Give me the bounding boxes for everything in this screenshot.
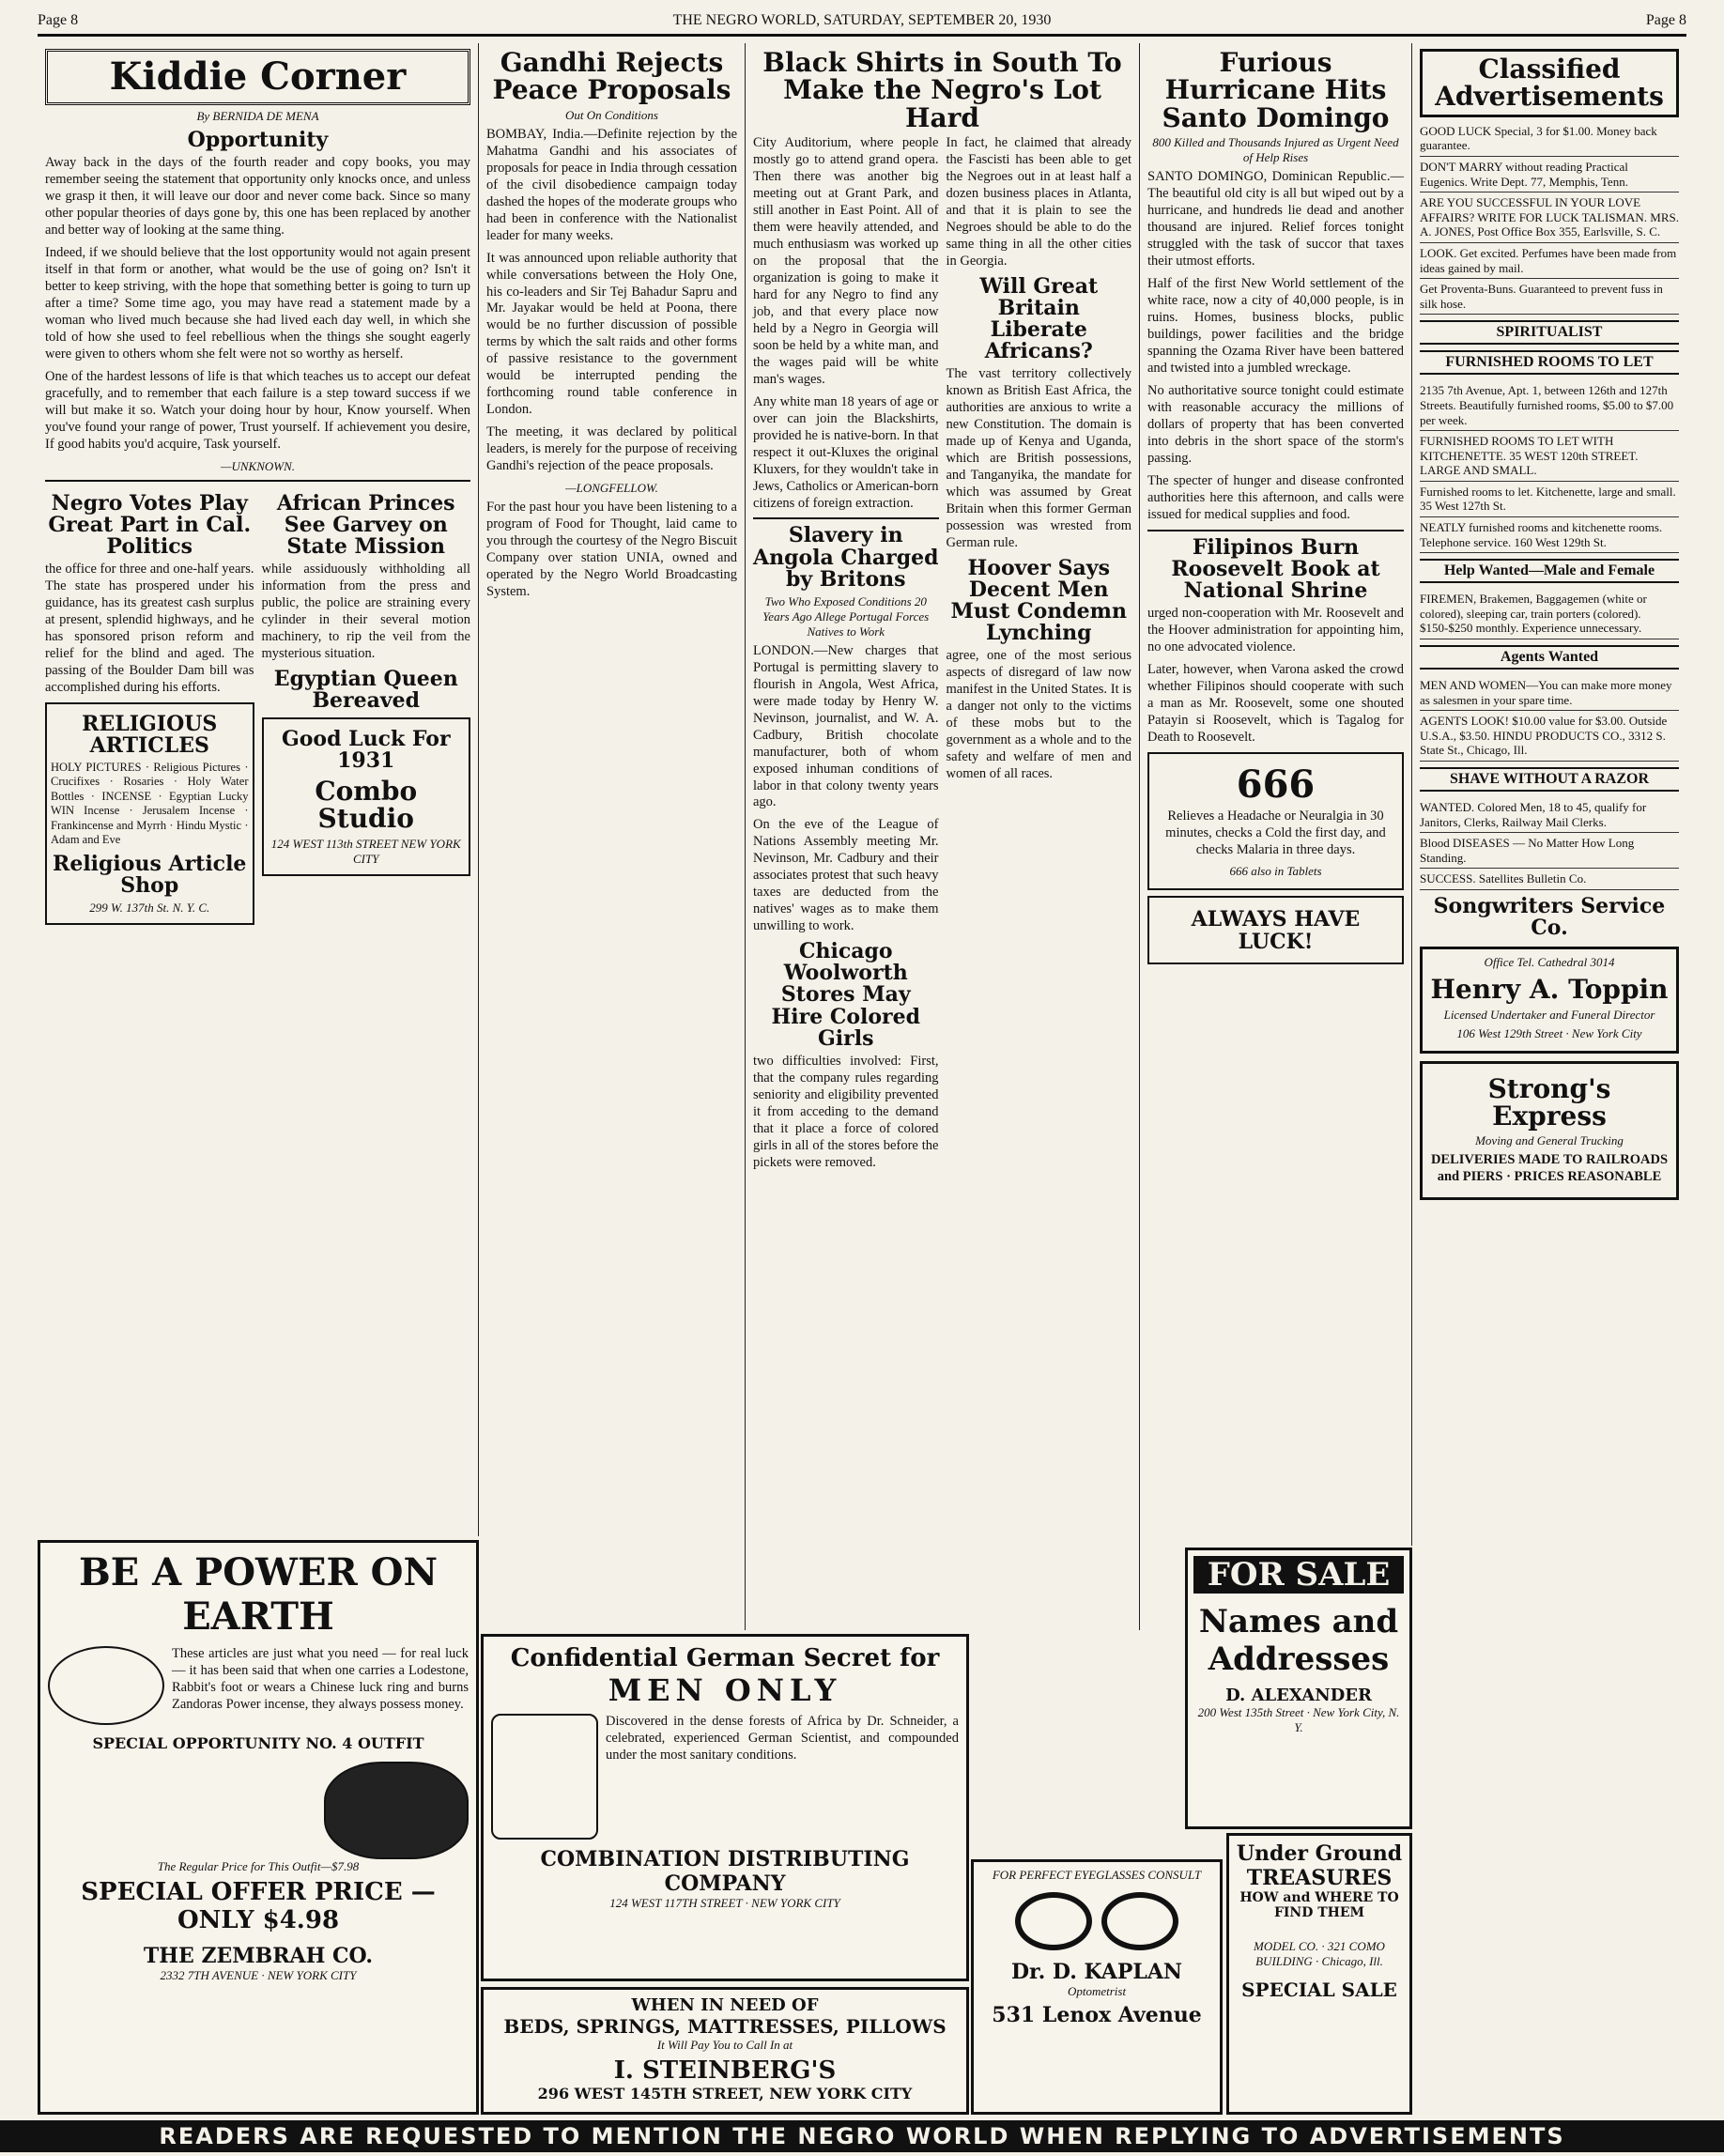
man-portrait-icon [491, 1714, 598, 1840]
longfellow-signature: —LONGFELLOW. [565, 481, 658, 496]
ring-icon [48, 1646, 164, 1725]
slavery-angola-text-2: On the eve of the League of Nations Assembly meeting Mr. Nevinson, Mr. Cadbury and their associates protest that such heavy taxes are deducted from the natives' wages as to make them unwilling to work. [753, 817, 939, 934]
treasure-subtitle: HOW and WHERE TO FIND THEM [1239, 1890, 1399, 1920]
classified-item: SUCCESS. Satellites Bulletin Co. [1420, 869, 1679, 890]
kaplan-name: Dr. D. KAPLAN [1010, 1960, 1183, 1984]
african-princes-text: while assiduously withholding all information from the press and public, the police are straining every cylinder in their several motion machinery, to rip the veil from the mysterious situation. [261, 561, 470, 661]
ad-666-tablets: 666 also in Tablets [1229, 864, 1322, 879]
black-shirts-text-1: City Auditorium, where people mostly go to attend grand opera. Then there was another big meeting out at Grant Park, and still another in East Point. All of them were heavily attended, and much enthusiasm was worked up on the proposal that the organization is going to make it hard for any Negro to find any job, and that every place now held by a Negro in Georgia will soon be held by a white man, and the wages paid will be white man's wages. [753, 135, 939, 387]
combination-address: 124 WEST 117TH STREET · NEW YORK CITY [609, 1896, 840, 1910]
ad-steinberg [481, 1987, 969, 2115]
german-body: Discovered in the dense forests of Africa by Dr. Schneider, a celebrated, experienced German Scientist, and compounded under the most sanitary conditions. [606, 1714, 959, 1763]
religious-articles-heading: RELIGIOUS ARTICLES [82, 711, 218, 758]
great-britain-text: The vast territory collectively known as British East Africa, the authorities are anxious to write a new Constitution. The domain is made up of Kenya and Uganda, which are British possessions, and Tanganyika, the mandate for which was assumed by Great Britain when this former German possession was wrested from German rule. [946, 366, 1131, 550]
negro-votes-text: the office for three and one-half years. The state has prospered under his guidance, has its greatest cash surplus at present, splendid highways, and he has sponsored prison reform and relief for the blind and aged. The passing of the Boulder Dam bill was accomplished during his efforts. [45, 561, 254, 695]
column-black-shirts [746, 43, 1140, 1630]
black-shirts-text-2: Any white man 18 years of age or over can join the Blackshirts, provided he is native-born. In that respect it out-Kluxes the original Kluxers, for they wouldn't take in Jews, Catholics or American-born citizens of foreign extraction. [753, 393, 939, 511]
strong-subtitle: Moving and General Trucking [1475, 1133, 1624, 1148]
slavery-angola-text-1: LONDON.—New charges that Portugal is permitting slavery to flourish in Angola, West Africa, were made today by Henry W. Nevinson, journalist, and W. A. Cadbury, British chocolate manufacturer, both of whom exposed inhuman conditions of labor in that colony twenty years ago. [753, 642, 939, 810]
filipinos-text-1: urged non-cooperation with Mr. Roosevelt and the Hoover administration for appointing him, no one advocated violence. [1147, 605, 1404, 654]
hurricane-text-4: The specter of hunger and disease confronted authorities here this afternoon, and calls were issued for medical supplies and food. [1147, 472, 1404, 522]
strong-name: Strong's Express [1487, 1072, 1611, 1132]
zembrah-address: 2332 7TH AVENUE · NEW YORK CITY [160, 1968, 357, 1982]
kaplan-subtitle: Optometrist [1067, 1984, 1127, 1998]
power-body: These articles are just what you need — for real luck — it has been said that when one carries a Lodestone, Rabbit's foot or wears a Chinese luck ring and burns Zandoras Power incense, they always possess money. [172, 1646, 469, 1712]
hurricane-text-3: No authoritative source tonight could estimate with reasonable accuracy the millions of dollars of property that has been converted into debris in the short space of the storm's passing. [1147, 382, 1404, 466]
for-sale-title: FOR SALE [1193, 1556, 1404, 1594]
hurricane-heading: Furious Hurricane Hits Santo Domingo [1162, 47, 1390, 133]
classified-item: SHAVE WITHOUT A RAZOR [1420, 767, 1679, 792]
combo-studio-name: Combo Studio [315, 776, 418, 835]
classified-item: AGENTS LOOK! $10.00 value for $3.00. Outside U.S.A., $3.50. HINDU PRODUCTS CO., 3312 S. State St., Chicago, Ill. [1420, 711, 1679, 762]
power-title: BE A POWER ON EARTH [78, 1550, 439, 1639]
hoover-text: agree, one of the most serious aspects of disregard of law now manifest in the United States. It is a danger not only to the victims of these mobs but to the government as a whole and to the safety and welfare of men and women of all races. [946, 648, 1131, 782]
classified-item: Get Proventa-Buns. Guaranteed to prevent fuss in silk hose. [1420, 279, 1679, 315]
strong-body: DELIVERIES MADE TO RAILROADS and PIERS · PRICES REASONABLE [1430, 1152, 1669, 1185]
classified-item: FIREMEN, Brakemen, Baggagemen (white or colored), sleeping car, train porters (colored). $150-$250 monthly. Experience unnecessary. [1420, 589, 1679, 639]
spiritualist-heading: SPIRITUALIST [1420, 320, 1679, 345]
classified-item: ARE YOU SUCCESSFUL IN YOUR LOVE AFFAIRS? WRITE FOR LUCK TALISMAN. MRS. A. JONES, Post Office Box 355, Earlsville, S. C. [1420, 192, 1679, 243]
gandhi-text-2: It was announced upon reliable authority that while conversations between the Holy One, his co-leaders and Sir Tej Bahadur Sapru and Mr. Jayakar would be held at Poona, there would be no further discussion of possible terms by which the salt raids and other forms of passive resistance to the government would be interrupted pending the forthcoming round table conference in London. [486, 250, 737, 418]
column-classifieds [1412, 43, 1686, 2109]
gandhi-heading: Gandhi Rejects Peace Proposals [492, 47, 731, 106]
german-men-only: MEN ONLY [608, 1672, 842, 1708]
classified-item: Blood DISEASES — No Matter How Long Standing. [1420, 833, 1679, 869]
help-wanted-heading: Help Wanted—Male and Female [1420, 559, 1679, 583]
combination-name: COMBINATION DISTRIBUTING COMPANY [540, 1847, 910, 1896]
woolworth-text: two difficulties involved: First, that the company rules regarding seniority and eligibility prevented it from acceding to the demand that it place a force of colored girls in all of the stores before the pickets were removed. [753, 1053, 939, 1170]
steinberg-pay: It Will Pay You to Call In at [656, 2038, 793, 2052]
masthead-left: Page 8 [38, 12, 79, 28]
ad-german-secret [481, 1634, 969, 1981]
opportunity-text-1: Away back in the days of the fourth reader and copy books, you may remember seeing the statement that opportunity only knocks once, and unless we grasp it then, it will leave our door and never come back. Since so many other popular theories of days gone by, this one has been replaced by another and better way of looking at the same thing. [45, 155, 470, 238]
poem-signature: —UNKNOWN. [220, 458, 296, 473]
religious-articles-list: HOLY PICTURES · Religious Pictures · Crucifixes · Rosaries · Holy Water Bottles · INCENSE · Egyptian Lucky WIN Incense · Jerusalem Incense · Frankincense and Myrrh · Hindu Mystic · Adam and Eve [51, 760, 249, 847]
power-regular-price: The Regular Price for This Outfit—$7.98 [157, 1859, 360, 1873]
filipinos-heading: Filipinos Burn Roosevelt Book at National Shrine [1171, 534, 1380, 603]
ad-always-luck [1147, 896, 1404, 963]
ad-names-addresses [1185, 1548, 1412, 1829]
filipinos-text-2: Later, however, when Varona asked the crowd whether Filipinos should cooperate with such a man as Mr. Roosevelt, some one shouted Patayin si Roosevelt, which is Tagalog for Death to Roosevelt. [1147, 661, 1404, 745]
column-kiddie-corner [38, 43, 479, 1536]
classified-item: NEATLY furnished rooms and kitchenette rooms. Telephone service. 160 West 129th St. [1420, 517, 1679, 553]
hurricane-text-2: Half of the first New World settlement of the white race, now a city of 40,000 people, is in ruins. Homes, business blocks, public buildings, power facilities and the bridge spanning the Ozama River have been battered and twisted into a jumbled wreckage. [1147, 275, 1404, 376]
steinberg-top: WHEN IN NEED OF [631, 1995, 819, 2015]
black-shirts-heading: Black Shirts in South To Make the Negro's Lot Hard [762, 47, 1122, 133]
songwriters-heading: Songwriters Service Co. [1433, 893, 1666, 941]
ad-power-on-earth [38, 1540, 479, 2115]
ad-666-text: Relieves a Headache or Neuralgia in 30 minutes, checks a Cold the first day, and checks Malaria in three days. [1165, 808, 1386, 857]
column-hurricane [1140, 43, 1412, 1546]
kiddie-corner-title: Kiddie Corner [45, 49, 470, 105]
masthead-center: THE NEGRO WORLD, SATURDAY, SEPTEMBER 20, 1930 [672, 12, 1052, 28]
opportunity-text-2: Indeed, if we should believe that the lost opportunity would not again present itself in that form or another, what would be the use of going on? Isn't it better to keep striving, with the hope that something better is going to turn up after a time? Some time ago, you may have read a statement made by a woman who lived much because she had lived each day well, in which she told of how she used to feel rebellious when the things she sought eagerly were given to others whom she felt were not so worthy as herself. [45, 244, 470, 362]
kaplan-top: FOR PERFECT EYEGLASSES CONSULT [992, 1868, 1202, 1882]
power-special-price: SPECIAL OFFER PRICE — ONLY $4.98 [81, 1878, 436, 1934]
steinberg-items: BEDS, SPRINGS, MATTRESSES, PILLOWS [503, 2015, 947, 2038]
classified-item: FURNISHED ROOMS TO LET WITH KITCHENETTE. 35 WEST 120th STREET. LARGE AND SMALL. [1420, 431, 1679, 482]
alexander-address: 200 West 135th Street · New York City, N. Y. [1197, 1705, 1400, 1734]
masthead-right: Page 8 [1645, 12, 1686, 28]
combo-studio-address: 124 WEST 113th STREET NEW YORK CITY [270, 836, 461, 866]
negro-votes-heading: Negro Votes Play Great Part in Cal. Politics [48, 490, 252, 559]
opportunity-heading: Opportunity [187, 128, 329, 152]
hurricane-text-1: SANTO DOMINGO, Dominican Republic.—The beautiful old city is all but wiped out by a hurricane, and hundreds lie dead and another thousand are injured. Relief forces tonight struggled with the task of succor that taxes their utmost efforts. [1147, 169, 1404, 270]
steinberg-name: I. STEINBERG'S [613, 2056, 837, 2085]
food-for-thought-text: For the past hour you have been listening to a program of Food for Thought, laid came to you through the courtesy of the Negro Biscuit Company over station UNIA, owned and operated by the Negro World Broadcasting System. [486, 500, 737, 599]
furnished-rooms-heading: FURNISHED ROOMS TO LET [1420, 350, 1679, 375]
classified-item: GOOD LUCK Special, 3 for $1.00. Money back guarantee. [1420, 121, 1679, 157]
toppin-tel: Office Tel. Cathedral 3014 [1484, 955, 1615, 970]
rabbit-icon [324, 1762, 469, 1859]
classified-item: WANTED. Colored Men, 18 to 45, qualify for Janitors, Clerks, Railway Mail Clerks. [1420, 797, 1679, 833]
slavery-angola-heading: Slavery in Angola Charged by Britons [753, 523, 939, 592]
ad-toppin [1420, 947, 1679, 1053]
treasure-title: Under Ground TREASURES [1236, 1841, 1403, 1890]
kaplan-address: 531 Lenox Avenue [992, 2003, 1202, 2027]
good-luck-heading: Good Luck For 1931 [281, 726, 451, 773]
column-gandhi [479, 43, 746, 1630]
egyptian-queen-heading: Egyptian Queen Bereaved [273, 666, 458, 713]
classified-item: Furnished rooms to let. Kitchenette, large and small. 35 West 127th St. [1420, 482, 1679, 517]
special-sale: SPECIAL SALE [1241, 1979, 1397, 2001]
zembrah-name: THE ZEMBRAH CO. [143, 1944, 374, 1968]
ad-underground-treasures [1226, 1833, 1412, 2115]
hurricane-subheading: 800 Killed and Thousands Injured as Urgent Need of Help Rises [1152, 135, 1399, 165]
kiddie-corner-byline: By BERNIDA DE MENA [196, 109, 319, 123]
great-britain-heading: Will Great Britain Liberate Africans? [979, 273, 1099, 364]
names-addresses-title: Names and Addresses [1198, 1603, 1399, 1678]
eyeglasses-icon [979, 1892, 1214, 1950]
footer-banner: READERS ARE REQUESTED TO MENTION THE NEGRO WORLD WHEN REPLYING TO ADVERTISEMENTS [0, 2120, 1724, 2152]
classified-item: DON'T MARRY without reading Practical Eugenics. Write Dept. 77, Memphis, Tenn. [1420, 157, 1679, 192]
woolworth-heading: Chicago Woolworth Stores May Hire Colored Girls [771, 939, 921, 1051]
divider [45, 480, 470, 482]
toppin-address: 106 West 129th Street · New York City [1456, 1025, 1642, 1040]
masthead [38, 8, 1686, 37]
agents-wanted-heading: Agents Wanted [1420, 645, 1679, 670]
toppin-subtitle: Licensed Undertaker and Funeral Director [1443, 1007, 1655, 1022]
power-offer: SPECIAL OPPORTUNITY NO. 4 OUTFIT [92, 1734, 424, 1752]
gandhi-text-1: BOMBAY, India.—Definite rejection by the Mahatma Gandhi and his associates of proposals for peace in India through cessation of the civil disobedience campaign today dashed the hopes of the moderate groups who had been in conference with the Nationalist leader for many weeks. [486, 126, 737, 243]
ad-always-luck-title: ALWAYS HAVE LUCK! [1191, 907, 1361, 954]
classified-item: LOOK. Get excited. Perfumes have been made from ideas gained by mail. [1420, 243, 1679, 279]
model-co: MODEL CO. · 321 COMO BUILDING · Chicago, Ill. [1254, 1939, 1385, 1968]
poem-text: One of the hardest lessons of life is that which teaches us to accept our defeat gracefully, and to remember that each failure is a step toward success if we will but make it so. Watch your doing hour by hour, Know yourself. When you've found your range of power, Trust yourself. If achievement you desire, If good habits you'd acquire, Task yourself. [45, 368, 470, 452]
fascisti-text: In fact, he claimed that already the Fascisti has been able to get the Negroes out in at least half a dozen business places in Atlanta, and that it is plain to see the Negroes should be able to do the same thing in all the other cities in Georgia. [946, 135, 1131, 269]
hoover-heading: Hoover Says Decent Men Must Condemn Lynching [950, 555, 1127, 646]
ad-666 [1147, 752, 1404, 891]
gandhi-text-3: The meeting, it was declared by political leaders, is merely for the purpose of receiving Gandhi's rejection of the peace proposals. [486, 424, 737, 474]
classified-heading: Classified Advertisements [1420, 49, 1679, 117]
german-title: Confidential German Secret for [510, 1644, 940, 1672]
gandhi-subheading: Out On Conditions [565, 107, 658, 122]
ad-strongs-express [1420, 1061, 1679, 1201]
classified-item: 2135 7th Avenue, Apt. 1, between 126th and 127th Streets. Beautifully furnished rooms, $5.00 to $7.00 per week. [1420, 380, 1679, 431]
alexander-name: D. ALEXANDER [1225, 1686, 1372, 1705]
steinberg-address: 296 WEST 145TH STREET, NEW YORK CITY [537, 2085, 913, 2102]
african-princes-heading: African Princes See Garvey on State Mission [276, 490, 455, 559]
religious-shop-name: Religious Article Shop [53, 851, 247, 898]
ad-666-number: 666 [1236, 762, 1316, 807]
classified-item: MEN AND WOMEN—You can make more money as salesmen in your spare time. [1420, 675, 1679, 711]
religious-shop-address: 299 W. 137th St. N. Y. C. [89, 900, 210, 915]
slavery-angola-subheading: Two Who Exposed Conditions 20 Years Ago Allege Portugal Forces Natives to Work [762, 593, 930, 639]
ad-kaplan [971, 1859, 1223, 2115]
toppin-name: Henry A. Toppin [1430, 974, 1669, 1006]
